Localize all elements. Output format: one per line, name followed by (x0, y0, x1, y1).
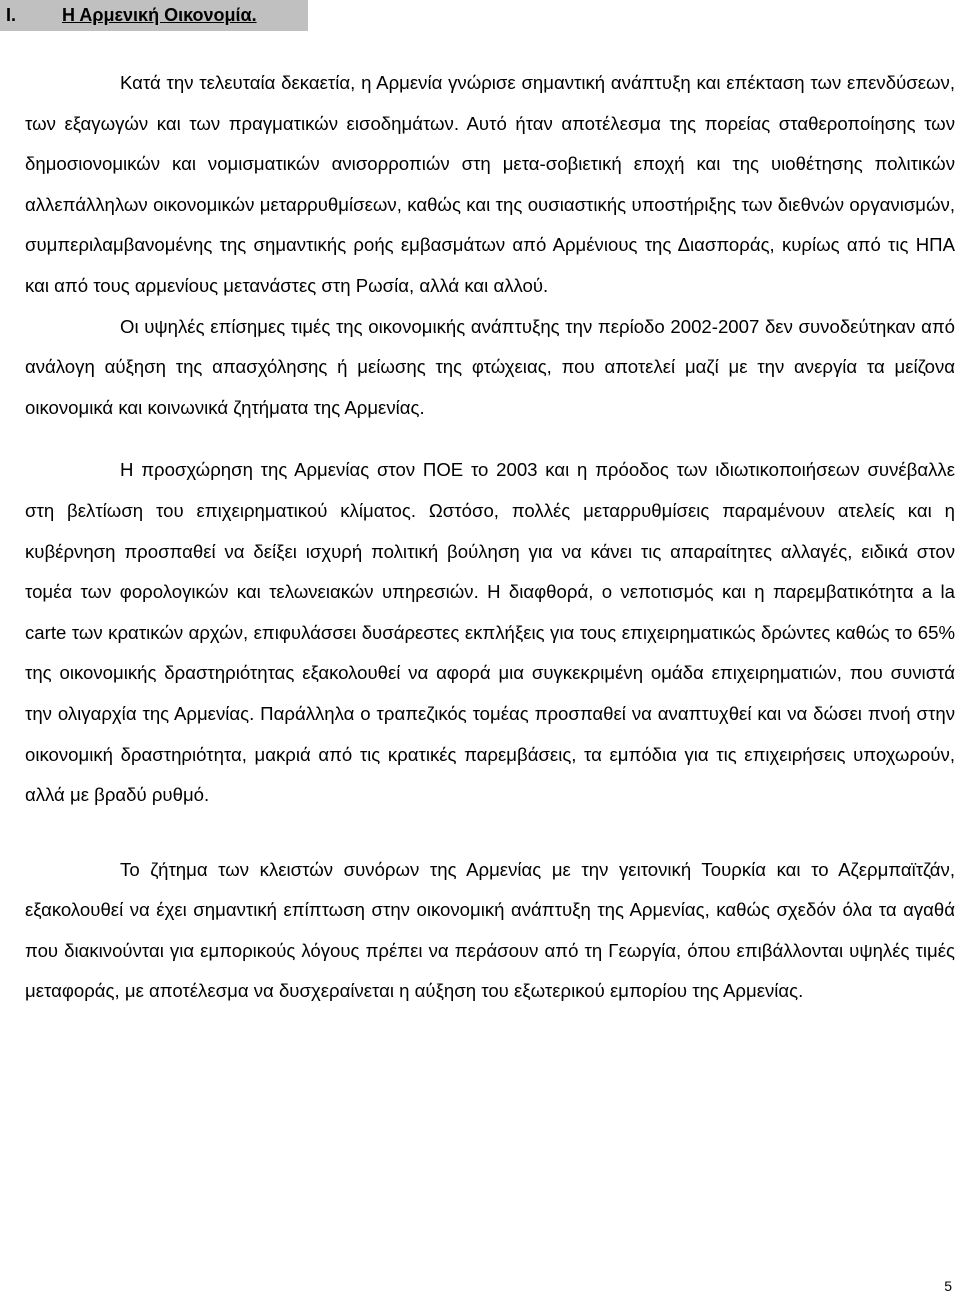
section-number: I. (6, 5, 17, 25)
section-heading (0, 0, 308, 31)
paragraph-closed-borders: Το ζήτημα των κλειστών συνόρων της Αρμενίας με την γειτονική Τουρκία και το Αζερμπαϊτζάν, εξακολουθεί να έχει σημαντική επίπτωση στην οικονομική ανάπτυξη της Αρμενίας, καθώς σχεδόν όλα τα αγαθά που διακινούνται για εμπορικούς λόγους πρέπει να περάσουν από τη Γεωργία, όπου επιβάλλονται υψηλές τιμές μεταφοράς, με αποτέλεσμα να δυσχεραίνεται η αύξηση του εξωτερικού εμπορίου της Αρμενίας. (25, 858, 955, 1002)
paragraph-growth-employment: Οι υψηλές επίσημες τιμές της οικονομικής ανάπτυξης την περίοδο 2002-2007 δεν συνοδεύτηκαν από ανάλογη αύξηση της απασχόλησης ή μείωσης της φτώχειας, που αποτελεί μαζί με την ανεργία τα μείζονα οικονομικά και κοινωνικά ζητήματα της Αρμενίας. (25, 315, 955, 418)
page-number: 5 (944, 1278, 952, 1294)
section-title: Η Αρμενική Οικονομία. (62, 5, 257, 25)
document-body (25, 63, 955, 1012)
paragraph-economic-growth: Κατά την τελευταία δεκαετία, η Αρμενία γνώρισε σημαντική ανάπτυξη και επέκταση των επενδύσεων, των εξαγωγών και των πραγματικών εισοδημάτων. Αυτό ήταν αποτέλεσμα της πορείας σταθεροποίησης των δημοσιονομικών και νομισματικών ανισορροπιών στη μετα-σοβιετική εποχή και της υιοθέτησης πολιτικών αλλεπάλληλων οικονομικών μεταρρυθμίσεων, καθώς και της ουσιαστικής υποστήριξης των διεθνών οργανισμών, συμπεριλαμβανομένης της σημαντικής ροής εμβασμάτων από Αρμένιους της Διασποράς, κυρίως από τις ΗΠΑ και από τους αρμενίους μετανάστες στη Ρωσία, αλλά και αλλού. (25, 72, 955, 296)
paragraph-wto-reforms: Η προσχώρηση της Αρμενίας στον ΠΟΕ το 2003 και η πρόοδος των ιδιωτικοποιήσεων συνέβαλλε στη βελτίωση του επιχειρηματικού κλίματος. Ωστόσο, πολλές μεταρρυθμίσεις παραμένουν ατελείς και η κυβέρνηση προσπαθεί να δείξει ισχυρή πολιτική βούληση για να κάνει τις απαραίτητες αλλαγές, ειδικά στον τομέα των φορολογικών και τελωνειακών υπηρεσιών. Η διαφθορά, ο νεποτισμός και η παρεμβατικότητα a la carte των κρατικών αρχών, επιφυλάσσει δυσάρεστες εκπλήξεις για τους επιχειρηματικώς δρώντες καθώς το 65% της οικονομικής δραστηριότητας εξακολουθεί να αφορά μια συγκεκριμένη ομάδα επιχειρηματιών, που συνιστά την ολιγαρχία της Αρμενίας. Παράλληλα ο τραπεζικός τομέας προσπαθεί να αναπτυχθεί και να δώσει πνοή στην οικονομική δραστηριότητα, μακριά από τις κρατικές παρεμβάσεις, τα εμπόδια για τις επιχειρήσεις υποχωρούν, αλλά με βραδύ ρυθμό. (25, 459, 955, 806)
